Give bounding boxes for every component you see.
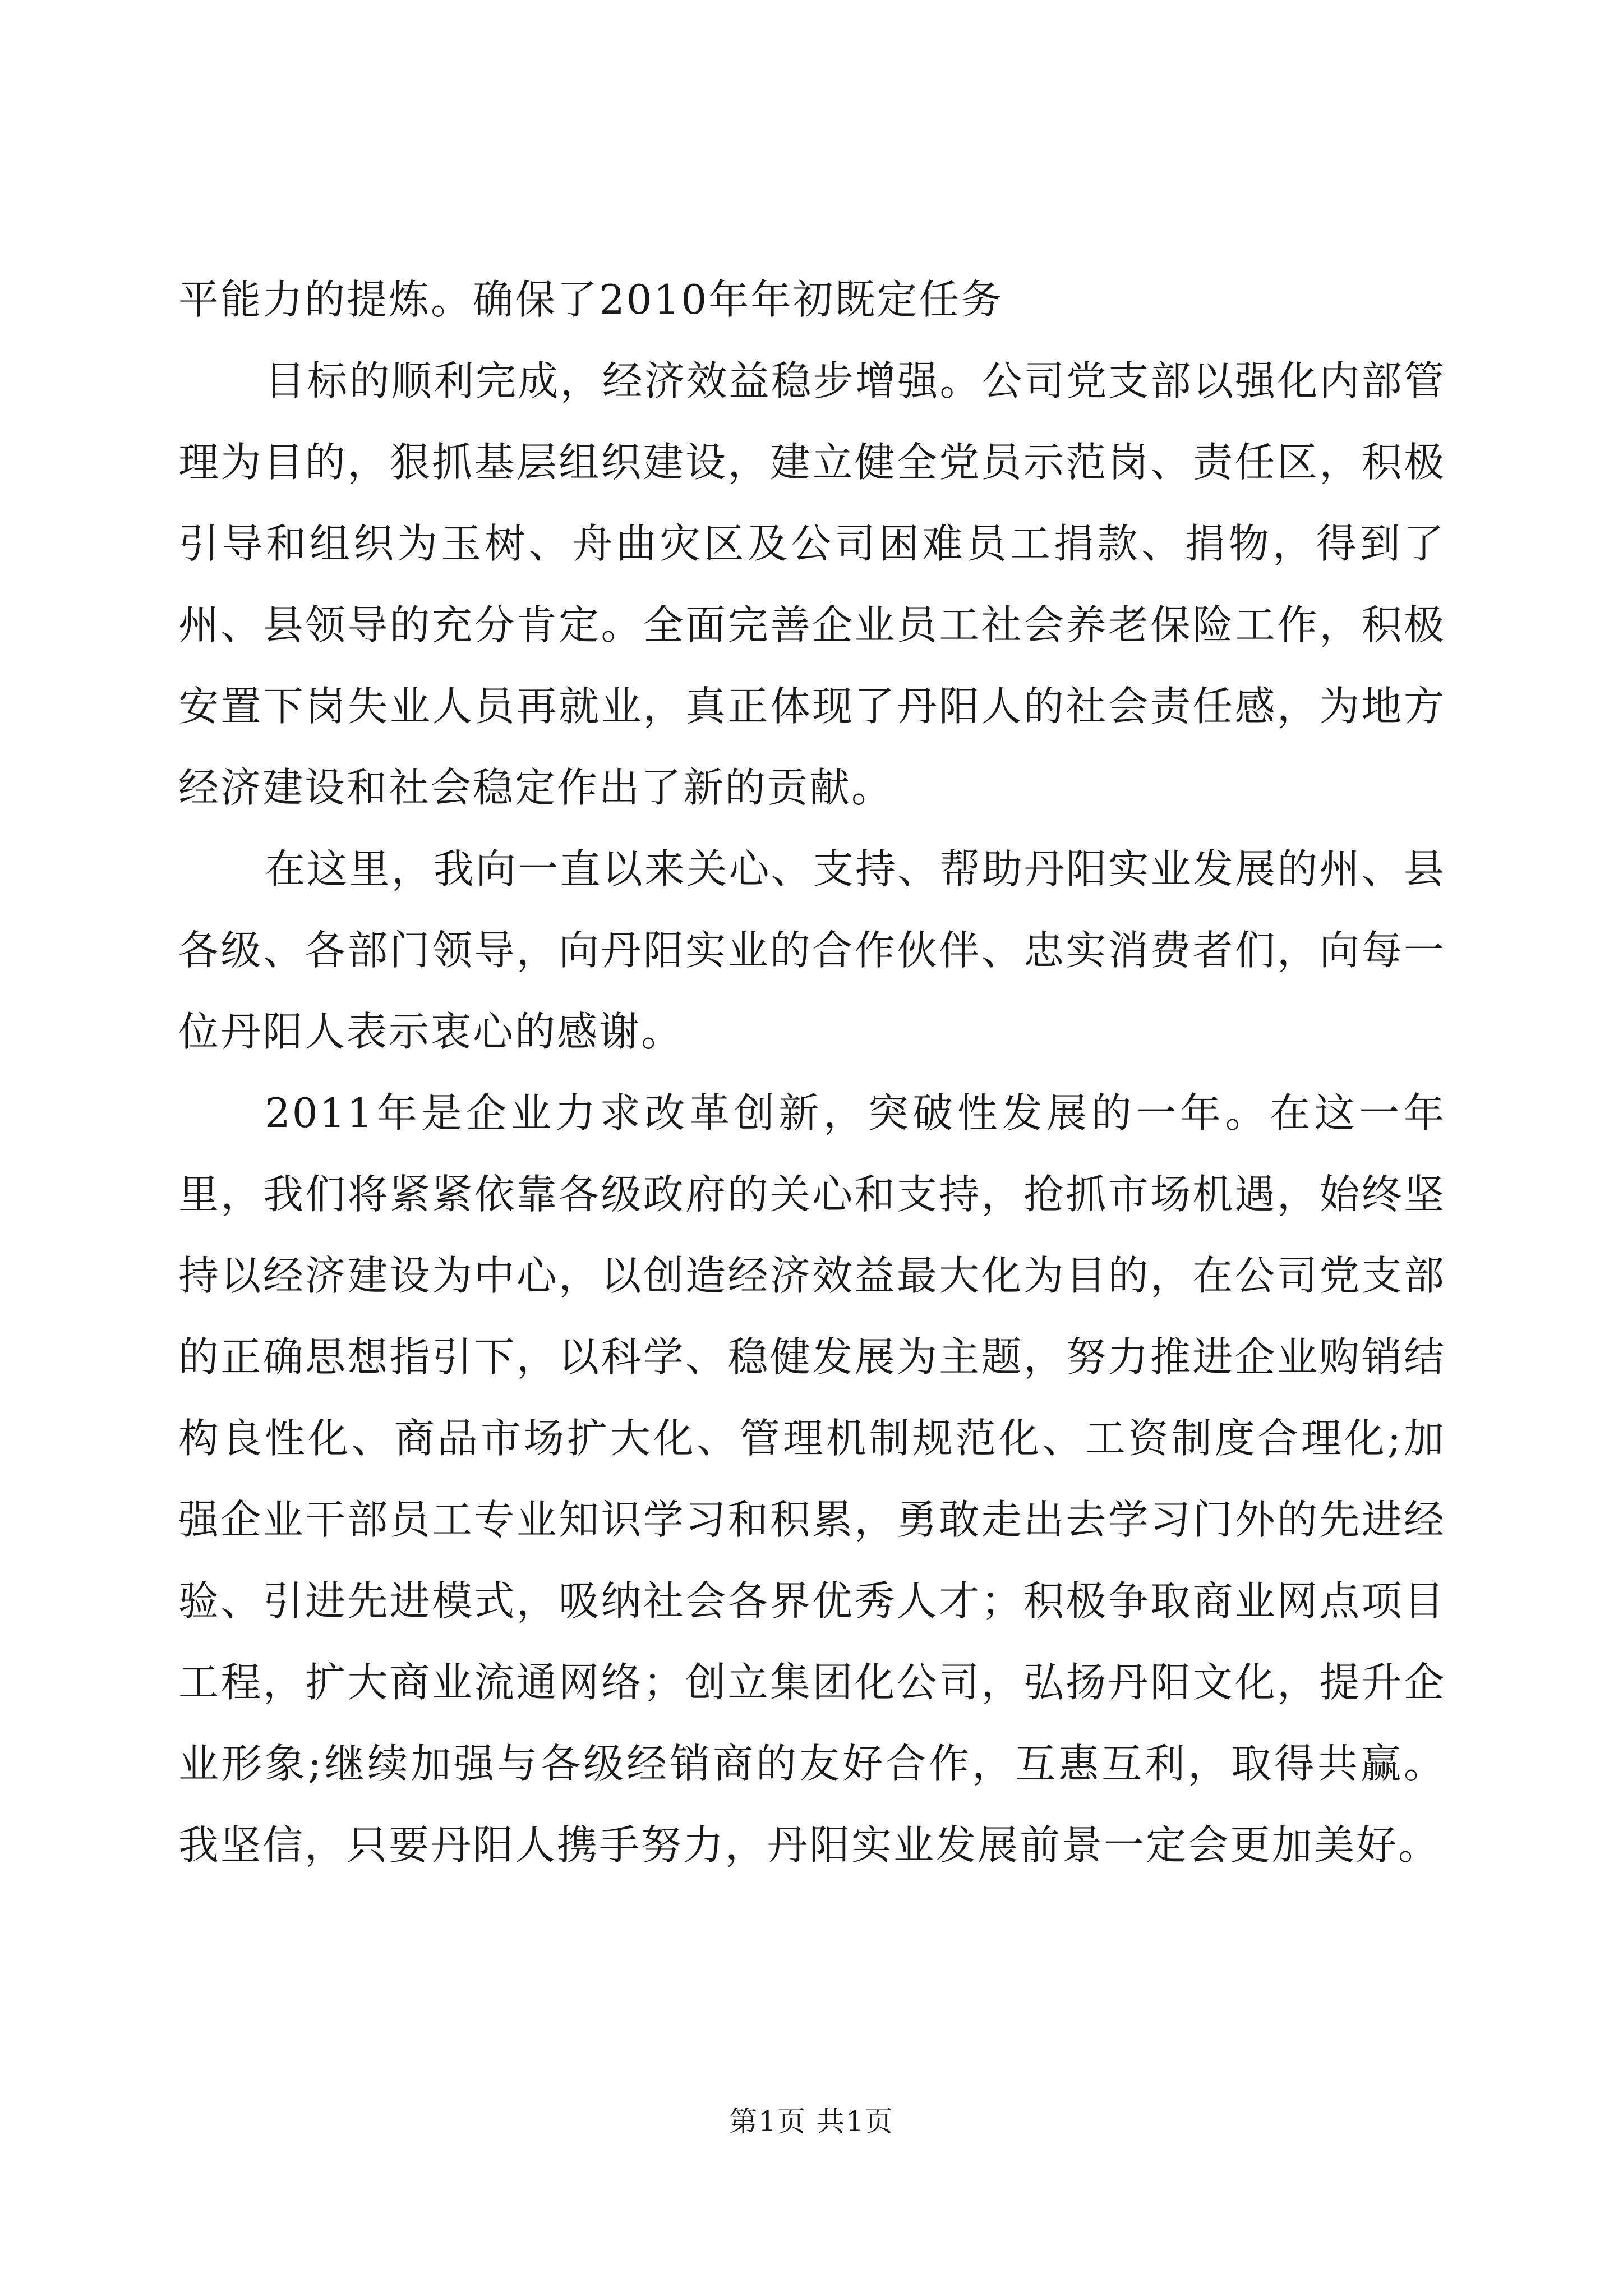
document-body: [178, 259, 1446, 1886]
paragraph-outlook-2011: 2011年是企业力求改革创新，突破性发展的一年。在这一年里，我们将紧紧依靠各级政府的关心和支持，抢抓市场机遇，始终坚持以经济建设为中心，以创造经济效益最大化为目的，在公司党支部的正确思想指引下，以科学、稳健发展为主题，努力推进企业购销结构良性化、商品市场扩大化、管理机制规范化、工资制度合理化;加强企业干部员工专业知识学习和积累，勇敢走出去学习门外的先进经验、引进先进模式，吸纳社会各界优秀人才；积极争取商业网点项目工程，扩大商业流通网络；创立集团化公司，弘扬丹阳文化，提升企业形象;继续加强与各级经销商的友好合作，互惠互利，取得共赢。我坚信，只要丹阳人携手努力，丹阳实业发展前景一定会更加美好。: [178, 1089, 1446, 1869]
paragraph-continuation: 平能力的提炼。确保了2010年年初既定任务: [178, 276, 1003, 323]
paragraph-achievements: 目标的顺利完成，经济效益稳步增强。公司党支部以强化内部管理为目的，狠抓基层组织建设，建立健全党员示范岗、责任区，积极引导和组织为玉树、舟曲灾区及公司困难员工捐款、捐物，得到了州、县领导的充分肯定。全面完善企业员工社会养老保险工作，积极安置下岗失业人员再就业，真正体现了丹阳人的社会责任感，为地方经济建设和社会稳定作出了新的贡献。: [178, 357, 1446, 811]
page-number-footer: 第1页 共1页: [729, 2105, 894, 2138]
paragraph-thanks: 在这里，我向一直以来关心、支持、帮助丹阳实业发展的州、县各级、各部门领导，向丹阳实业的合作伙伴、忠实消费者们，向每一位丹阳人表示衷心的感谢。: [178, 845, 1446, 1055]
